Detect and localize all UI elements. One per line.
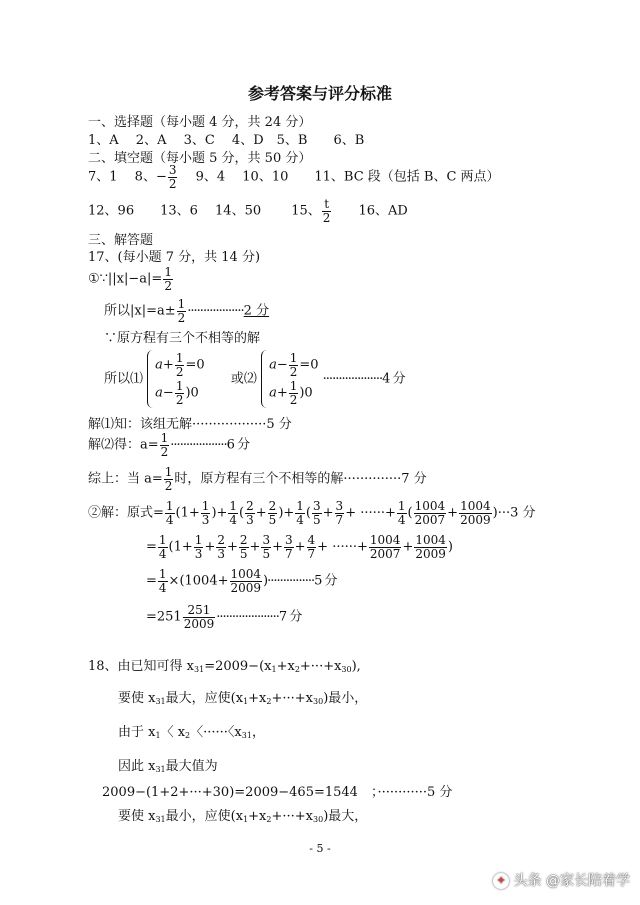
part1-line-7: 综上：当 a= $\frac{1}{2}$ 时，原方程有三个不相等的解··············7 分 [88,465,427,493]
q18-line-2: 要使 $x_{31}$最大，应使$(x_1+x_2+\cdot\cdot\cdot+x_{30})$最小， [118,691,368,706]
fill-blank-row-1: 7、1 8、− $\frac{3}{2}$ 9、4 10、10 11、BC 段（包括 B、C 两点） [88,163,500,191]
part2-line-2: = $\frac{1}{4}$ (1+ $\frac{1}{3}$ + $\frac{2}{3}$ + $\frac{2}{5}$ + $\frac{3}{5}$ + $\frac{3}{7}$ + $\frac{4}{7}$ + ······+ $\frac{1004}{2007}$ + $\frac{1004}{2009}$ ) [146,533,453,561]
section-1-heading: 一、选择题（每小题 4 分，共 24 分） [88,115,312,130]
part1-line-2: 所以|x|=a± $\frac{1}{2}$ ··················2 分 [104,297,270,325]
fraction: $\frac{t}{2}$ [322,197,331,225]
q18-line-1: 18、由已知可得 $x_{31}=2009-(x_1+x_2+\cdot\cdot\cdot+x_{30})$, [88,659,361,674]
part1-line-6: 解⑵得：a= $\frac{1}{2}$ ··················6 分 [88,431,250,459]
q18-line-3: 由于 $x_1$〈 $x_2$〈······〈$x_{31}$， [118,725,265,740]
section-2-heading: 二、填空题（每小题 5 分，共 50 分） [88,151,312,166]
page-title: 参考答案与评分标准 [247,84,392,103]
score-2: 2 分 [243,303,270,319]
part1-line-5: 解⑴知：该组无解··················5 分 [88,417,292,432]
section-1-answers: 1、A 2、A 3、C 4、D 5、B 6、B [88,133,365,148]
q18-line-6: 要使 $x_{31}$最小，应使$(x_1+x_2+\cdot\cdot\cdot+x_{30})$最大， [118,809,368,824]
fraction: $\frac{1}{2}$ [164,265,172,293]
part1-system-line: 所以⑴ a+ $\frac{1}{2}$ =0 a− $\frac{1}{2}$ )0 或⑵ a− $\frac{1}{2}$ =0 a+ $\frac{1}{2}$ )0 ···················4 分 [104,351,405,407]
q18-line-4: 因此 $x_{31}$最大值为 [118,759,218,774]
part2-line-1: ②解：原式= $\frac{1}{4}$ (1+ $\frac{1}{3}$ )+ $\frac{1}{4}$ ( $\frac{2}{3}$ + $\frac{2}{5}$ )+ $\frac{1}{4}$ ( $\frac{3}{5}$ + $\frac{3}{7}$ + ······+ $\frac{1}{4}$ ( $\frac{1004}{2007}$ + $\frac{1004}{2009}$ )···3 分 [88,499,536,527]
part2-line-4: =251 $\frac{251}{2009}$ ····················7 分 [146,603,302,631]
page-number: - 5 - [309,842,331,855]
equation-system-2: a− $\frac{1}{2}$ =0 a+ $\frac{1}{2}$ )0 [261,350,318,408]
toutiao-logo-icon: ✦ [493,873,509,889]
question-17-heading: 17、(每小题 7 分，共 14 分) [88,250,261,265]
watermark: ✦ 头条 @家长陪着学 [493,873,630,889]
fill-blank-row-2: 12、96 13、6 14、50 15、 $\frac{t}{2}$ 16、AD [88,197,408,225]
fraction: $\frac{3}{2}$ [168,163,177,191]
section-3-heading: 三、解答题 [88,233,154,248]
equation-system-1: a+ $\frac{1}{2}$ =0 a− $\frac{1}{2}$ )0 [147,350,204,408]
part1-line-1: ①∵||x|−a|= $\frac{1}{2}$ [88,265,172,293]
part2-line-3: = $\frac{1}{4}$ ×(1004+ $\frac{1004}{2009}$ )···············5 分 [146,567,337,595]
q18-line-5: 2009−(1+2+···+30)=2009−465=1544 ；············5 分 [102,785,453,800]
fraction: $\frac{1}{2}$ [177,297,186,325]
part1-line-3: ∵原方程有三个不相等的解 [104,331,261,346]
